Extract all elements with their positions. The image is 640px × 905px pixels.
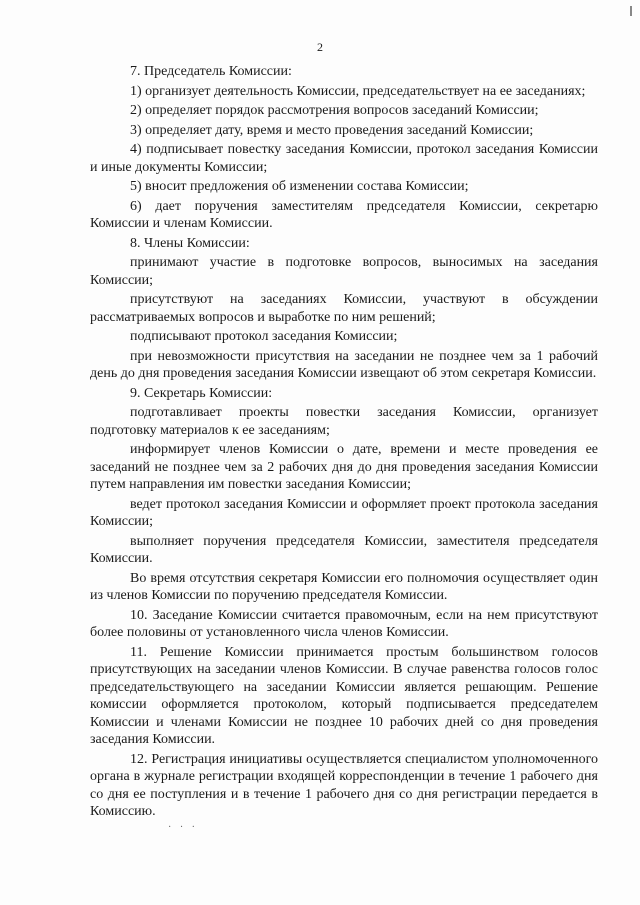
section-11: 11. Решение Комиссии принимается простым большинством голосов присутствующих на заседании членов Комиссии. В случае равенства голосов голос председательствующего на заседании Комиссии является решающим. Решение комиссии оформляется протоколом, который подписывается председателем Комиссии и членами Комиссии не позднее 10 рабочих дней со дня проведения заседания Комиссии.	[90, 644, 598, 747]
paragraph: при невозможности присутствия на заседании не позднее чем за 1 рабочий день до дня проведения заседания Комиссии извещают об этом секретаря Комиссии.	[90, 348, 598, 381]
paragraph: 5) вносит предложения об изменении состава Комиссии;	[130, 179, 469, 194]
section-10: 10. Заседание Комиссии считается правомочным, если на нем присутствуют более половины от установленного числа членов Комиссии.	[90, 607, 598, 640]
paragraph: 2) определяет порядок рассмотрения вопросов заседаний Комиссии;	[130, 103, 539, 118]
section-12: 12. Регистрация инициативы осуществляется специалистом уполномоченного органа в журнале регистрации входящей корреспонденции в течение 1 рабочего дня со дня ее поступления и в течение 1 рабочего дня со дня регистрации передается в Комиссию.	[90, 751, 598, 819]
paragraph: подготавливает проекты повестки заседания Комиссии, организует подготовку материалов к ее заседаниям;	[90, 405, 598, 438]
paragraph: 6) дает поручения заместителям председателя Комиссии, секретарю Комиссии и членам Комиссии.	[90, 198, 598, 231]
document-body	[90, 63, 598, 823]
paragraph: выполняет поручения председателя Комиссии, заместителя председателя Комиссии.	[90, 533, 598, 566]
scan-mark	[630, 6, 632, 16]
paragraph: 4) подписывает повестку заседания Комиссии, протокол заседания Комиссии и иные документы Комиссии;	[90, 142, 598, 175]
page-number: 2	[317, 40, 323, 54]
paragraph: 3) определяет дату, время и место проведения заседаний Комиссии;	[130, 122, 534, 138]
section-heading-8: 8. Члены Комиссии:	[130, 235, 250, 251]
paragraph: информирует членов Комиссии о дате, времени и месте проведения ее заседаний не позднее чем за 2 рабочих дня до дня проведения заседания Комиссии путем направления им повестки заседания Комиссии;	[90, 442, 598, 492]
paragraph: подписывают протокол заседания Комиссии;	[130, 329, 398, 344]
scan-artifact: · · ·	[168, 822, 198, 833]
paragraph: 1) организует деятельность Комиссии, председательствует на ее заседаниях;	[130, 83, 586, 99]
section-heading-9: 9. Секретарь Комиссии:	[130, 385, 273, 401]
paragraph: Во время отсутствия секретаря Комиссии его полномочия осуществляет один из членов Комиссии по поручению председателя Комиссии.	[90, 570, 598, 603]
paragraph: ведет протокол заседания Комиссии и оформляет проект протокола заседания Комиссии;	[90, 496, 598, 529]
section-heading-7: 7. Председатель Комиссии:	[130, 64, 292, 79]
paragraph: присутствуют на заседаниях Комиссии, участвуют в обсуждении рассматриваемых вопросов и выработке по ним решений;	[90, 292, 598, 325]
paragraph: принимают участие в подготовке вопросов, выносимых на заседания Комиссии;	[90, 255, 598, 288]
